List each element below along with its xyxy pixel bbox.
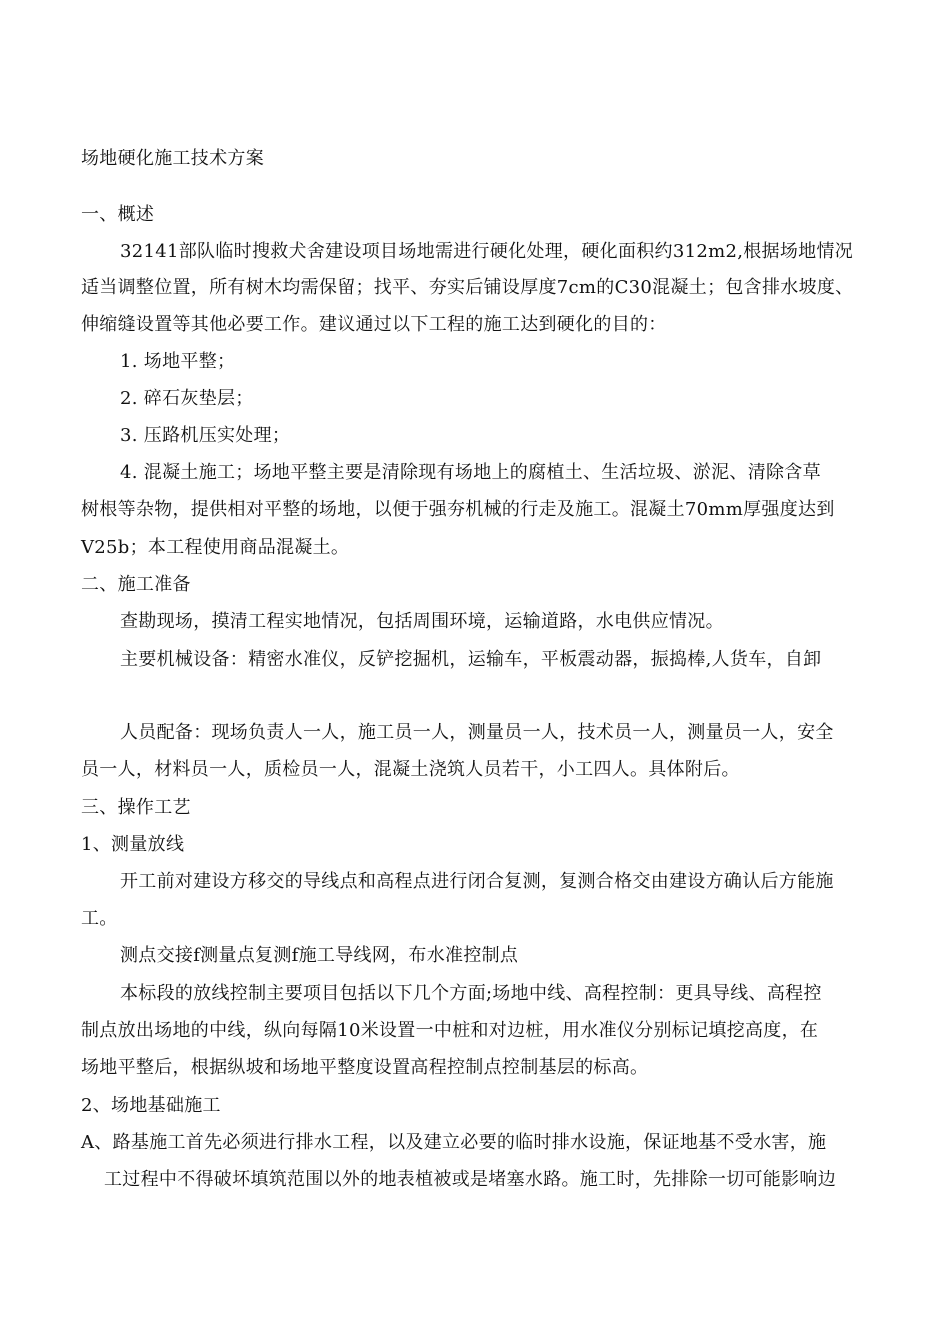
paragraph-line: 查勘现场，摸清工程实地情况，包括周围环境，运输道路，水电供应情况。: [120, 611, 724, 632]
paragraph-line: 开工前对建设方移交的导线点和高程点进行闭合复测，复测合格交由建设方确认后方能施: [120, 871, 834, 892]
paragraph-line: 工。: [81, 908, 118, 929]
list-item: 2. 碎石灰垫层；: [120, 388, 254, 409]
paragraph-line: 本标段的放线控制主要项目包括以下几个方面;场地中线、高程控制：更具导线、高程控: [120, 983, 822, 1004]
paragraph-line: 适当调整位置，所有树木均需保留；找平、夯实后铺设厚度7cm的C30混凝土；包含排水坡度、: [81, 277, 854, 298]
section-heading: 一、概述: [81, 204, 155, 225]
paragraph-line: 32141部队临时搜救犬舍建设项目场地需进行硬化处理，硬化面积约312m2,根据场地情况: [120, 241, 854, 262]
paragraph-line: 员一人，材料员一人，质检员一人，混凝土浇筑人员若干，小工四人。具体附后。: [81, 759, 740, 780]
list-item: 4. 混凝土施工；场地平整主要是清除现有场地上的腐植土、生活垃圾、淤泥、清除含草: [120, 462, 821, 483]
list-item: 1. 场地平整；: [120, 351, 236, 372]
section-heading: 三、操作工艺: [81, 797, 191, 818]
section-heading: 二、施工准备: [81, 574, 191, 595]
paragraph-line: 制点放出场地的中线，纵向每隔10米设置一中桩和对边桩，用水准仪分别标记填挖高度，在: [81, 1020, 819, 1041]
paragraph-line: 工过程中不得破坏填筑范围以外的地表植被或是堵塞水路。施工时，先排除一切可能影响边: [104, 1169, 836, 1190]
paragraph-line: 树根等杂物，提供相对平整的场地，以便于强夯机械的行走及施工。混凝土70mm厚强度达到: [81, 499, 835, 520]
subsection-heading: 1、测量放线: [81, 834, 185, 855]
paragraph-line: A、路基施工首先必须进行排水工程，以及建立必要的临时排水设施，保证地基不受水害，施: [81, 1132, 827, 1153]
paragraph-line: V25b；本工程使用商品混凝土。: [81, 537, 350, 558]
paragraph-line: 场地平整后，根据纵坡和场地平整度设置高程控制点控制基层的标高。: [81, 1057, 649, 1078]
list-item: 3. 压路机压实处理；: [120, 425, 291, 446]
document-title: 场地硬化施工技术方案: [81, 148, 264, 169]
paragraph-line: 伸缩缝设置等其他必要工作。建议通过以下工程的施工达到硬化的目的：: [81, 314, 667, 335]
paragraph-line: 人员配备：现场负责人一人，施工员一人，测量员一人，技术员一人，测量员一人，安全: [120, 722, 834, 743]
paragraph-line: 主要机械设备：精密水准仪，反铲挖掘机，运输车，平板震动器，振捣棒,人货车，自卸: [120, 649, 822, 670]
paragraph-line: 测点交接f测量点复测f施工导线网，布水准控制点: [120, 945, 519, 966]
subsection-heading: 2、场地基础施工: [81, 1095, 221, 1116]
